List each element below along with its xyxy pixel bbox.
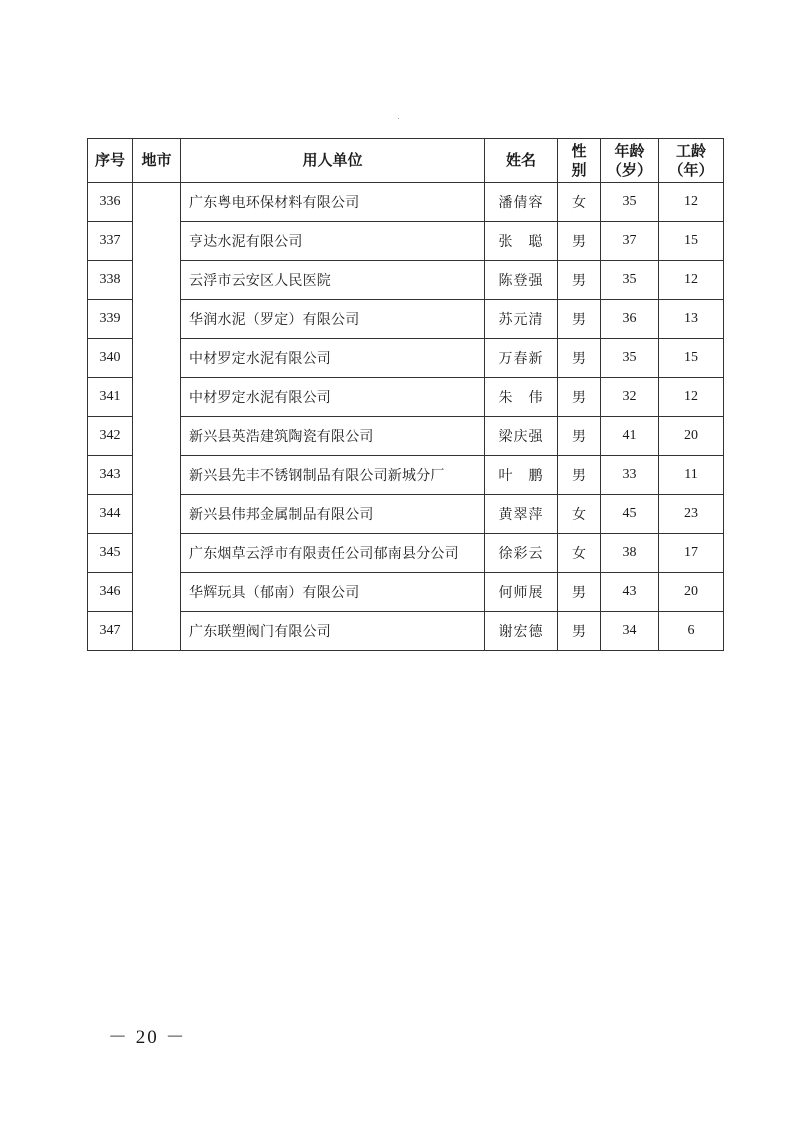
table-row — [88, 573, 724, 612]
cell-gender: 男 — [558, 378, 601, 417]
header-service-line1: 工龄 — [675, 141, 706, 160]
cell-age: 32 — [601, 378, 659, 417]
cell-seq: 336 — [88, 183, 133, 222]
cell-name: 黄翠萍 — [485, 495, 558, 534]
cell-name: 徐彩云 — [485, 534, 558, 573]
header-city: 地市 — [133, 139, 181, 183]
table-row — [88, 417, 724, 456]
cell-service: 11 — [659, 456, 724, 495]
cell-service: 15 — [659, 339, 724, 378]
cell-age: 34 — [601, 612, 659, 651]
cell-seq: 338 — [88, 261, 133, 300]
cell-employer: 中材罗定水泥有限公司 — [181, 339, 485, 378]
cell-service: 13 — [659, 300, 724, 339]
table-row — [88, 534, 724, 573]
cell-seq: 340 — [88, 339, 133, 378]
header-service-line2: （年） — [668, 160, 714, 179]
cell-gender: 男 — [558, 222, 601, 261]
cell-service: 17 — [659, 534, 724, 573]
cell-employer: 广东烟草云浮市有限责任公司郁南县分公司 — [181, 534, 485, 573]
table-row — [88, 378, 724, 417]
cell-name: 苏元清 — [485, 300, 558, 339]
table-body — [88, 183, 724, 651]
cell-name: 梁庆强 — [485, 417, 558, 456]
cell-employer: 广东联塑阀门有限公司 — [181, 612, 485, 651]
cell-age: 38 — [601, 534, 659, 573]
cell-age: 45 — [601, 495, 659, 534]
cell-name: 朱 伟 — [485, 378, 558, 417]
cell-age: 33 — [601, 456, 659, 495]
table-row — [88, 300, 724, 339]
cell-city — [133, 183, 181, 651]
cell-seq: 339 — [88, 300, 133, 339]
cell-employer: 中材罗定水泥有限公司 — [181, 378, 485, 417]
table-header-row — [88, 139, 724, 183]
cell-service: 15 — [659, 222, 724, 261]
header-gender-line2: 别 — [571, 160, 587, 179]
cell-name: 谢宏德 — [485, 612, 558, 651]
scan-speck — [398, 118, 399, 119]
cell-employer: 广东粤电环保材料有限公司 — [181, 183, 485, 222]
cell-service: 20 — [659, 573, 724, 612]
cell-employer: 亨达水泥有限公司 — [181, 222, 485, 261]
header-name: 姓名 — [485, 139, 558, 183]
cell-seq: 341 — [88, 378, 133, 417]
cell-employer: 华润水泥（罗定）有限公司 — [181, 300, 485, 339]
cell-service: 6 — [659, 612, 724, 651]
cell-gender: 男 — [558, 573, 601, 612]
cell-age: 41 — [601, 417, 659, 456]
table-row — [88, 456, 724, 495]
header-age-line2: （岁） — [606, 160, 652, 179]
cell-employer: 云浮市云安区人民医院 — [181, 261, 485, 300]
cell-service: 23 — [659, 495, 724, 534]
cell-gender: 女 — [558, 183, 601, 222]
cell-name: 潘倩容 — [485, 183, 558, 222]
cell-gender: 男 — [558, 612, 601, 651]
header-gender — [558, 139, 601, 183]
table-row — [88, 612, 724, 651]
roster-table — [87, 138, 724, 651]
cell-service: 12 — [659, 183, 724, 222]
cell-gender: 男 — [558, 456, 601, 495]
cell-gender: 女 — [558, 495, 601, 534]
cell-name: 叶 鹏 — [485, 456, 558, 495]
cell-service: 12 — [659, 261, 724, 300]
cell-employer: 新兴县伟邦金属制品有限公司 — [181, 495, 485, 534]
cell-gender: 男 — [558, 300, 601, 339]
table-row — [88, 495, 724, 534]
header-age — [601, 139, 659, 183]
cell-seq: 344 — [88, 495, 133, 534]
table-row — [88, 222, 724, 261]
page-number: － 20 － — [108, 1027, 187, 1048]
cell-gender: 男 — [558, 339, 601, 378]
table-row — [88, 339, 724, 378]
cell-service: 20 — [659, 417, 724, 456]
header-age-line1: 年龄 — [614, 141, 645, 160]
cell-age: 35 — [601, 261, 659, 300]
cell-age: 35 — [601, 183, 659, 222]
cell-age: 37 — [601, 222, 659, 261]
cell-employer: 新兴县英浩建筑陶瓷有限公司 — [181, 417, 485, 456]
cell-employer: 华辉玩具（郁南）有限公司 — [181, 573, 485, 612]
header-employer: 用人单位 — [181, 139, 485, 183]
cell-service: 12 — [659, 378, 724, 417]
cell-name: 张 聪 — [485, 222, 558, 261]
cell-employer: 新兴县先丰不锈钢制品有限公司新城分厂 — [181, 456, 485, 495]
cell-age: 43 — [601, 573, 659, 612]
cell-name: 万春新 — [485, 339, 558, 378]
cell-gender: 女 — [558, 534, 601, 573]
cell-name: 何师展 — [485, 573, 558, 612]
cell-age: 36 — [601, 300, 659, 339]
cell-seq: 343 — [88, 456, 133, 495]
cell-age: 35 — [601, 339, 659, 378]
header-service — [659, 139, 724, 183]
cell-seq: 346 — [88, 573, 133, 612]
cell-seq: 345 — [88, 534, 133, 573]
header-gender-line1: 性 — [571, 141, 587, 160]
cell-seq: 347 — [88, 612, 133, 651]
cell-seq: 337 — [88, 222, 133, 261]
cell-seq: 342 — [88, 417, 133, 456]
table-row — [88, 261, 724, 300]
header-seq: 序号 — [88, 139, 133, 183]
table-row — [88, 183, 724, 222]
cell-name: 陈登强 — [485, 261, 558, 300]
cell-gender: 男 — [558, 417, 601, 456]
cell-gender: 男 — [558, 261, 601, 300]
